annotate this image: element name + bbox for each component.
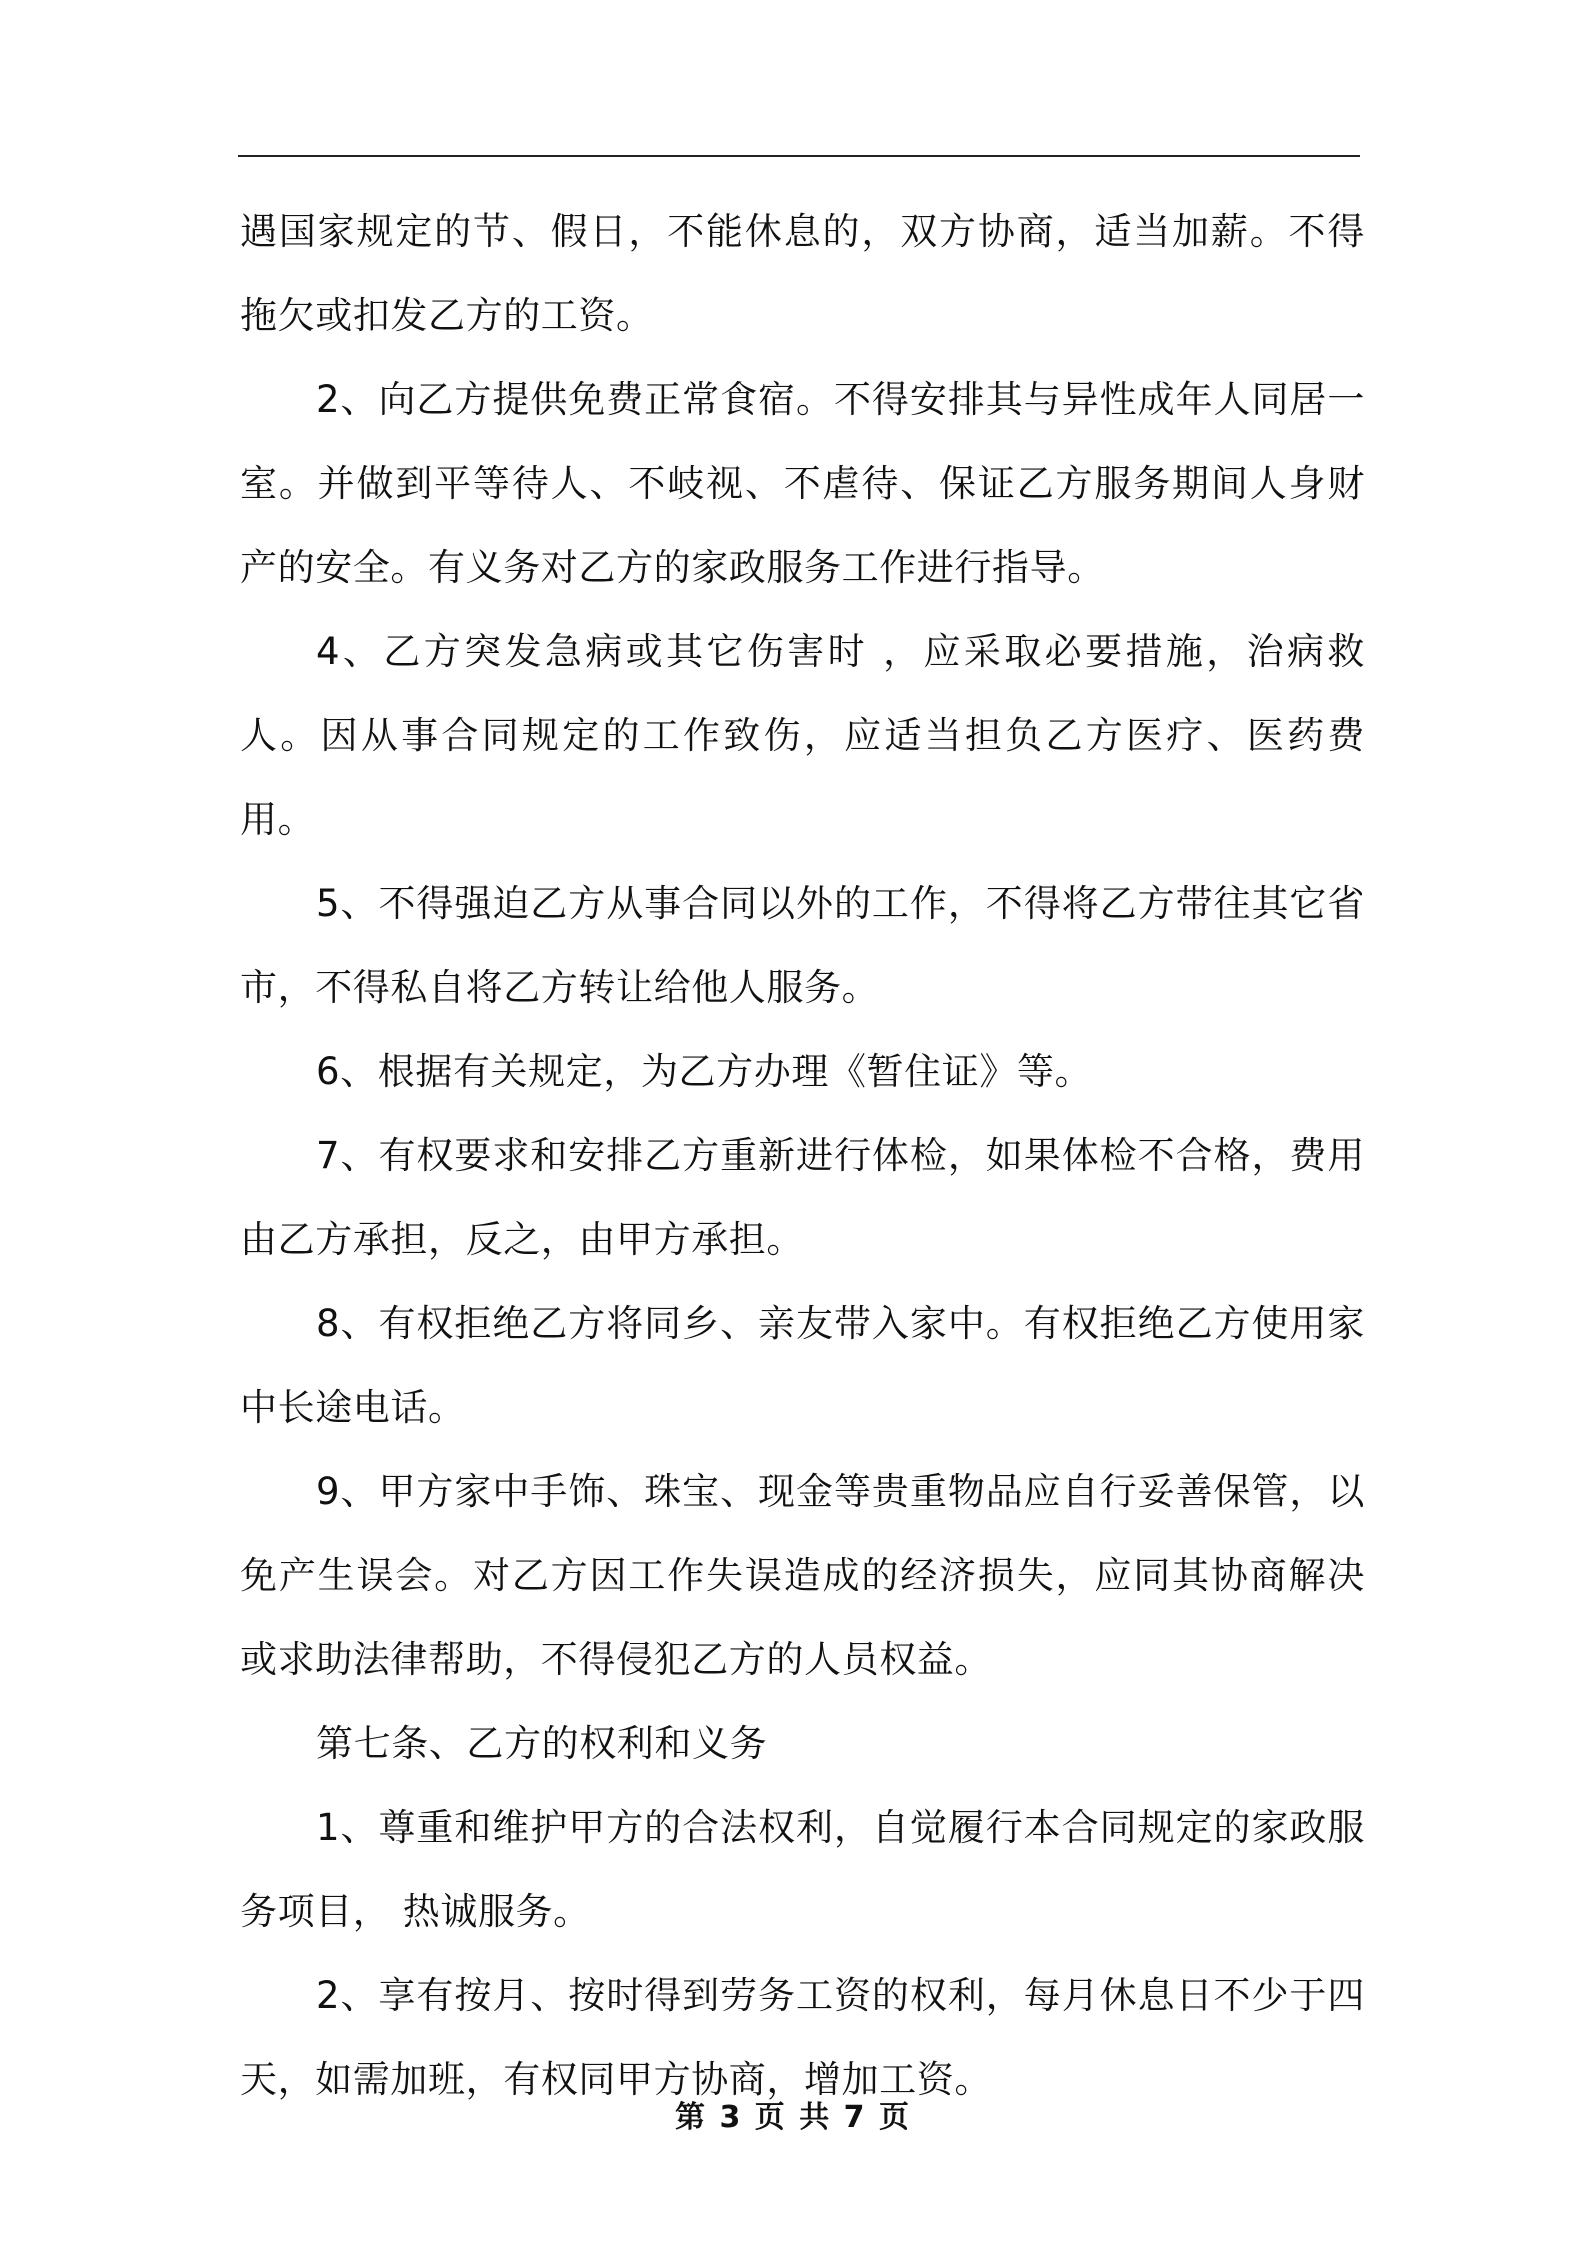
paragraph: 遇国家规定的节、假日，不能休息的，双方协商，适当加薪。不得拖欠或扣发乙方的工资。 xyxy=(240,210,1365,337)
paragraph: 2、向乙方提供免费正常食宿。不得安排其与异性成年人同居一室。并做到平等待人、不岐视、不虐待、保证乙方服务期间人身财产的安全。有义务对乙方的家政服务工作进行指导。 xyxy=(240,378,1365,589)
document-body xyxy=(240,190,1365,2122)
section-heading: 第七条、乙方的权利和义务 xyxy=(316,1722,768,1765)
paragraph: 5、不得强迫乙方从事合同以外的工作，不得将乙方带往其它省市，不得私自将乙方转让给他人服务。 xyxy=(240,882,1365,1009)
paragraph: 8、有权拒绝乙方将同乡、亲友带入家中。有权拒绝乙方使用家中长途电话。 xyxy=(240,1302,1365,1429)
header-divider xyxy=(238,155,1360,157)
paragraph: 1、尊重和维护甲方的合法权利，自觉履行本合同规定的家政服务项目， 热诚服务。 xyxy=(240,1806,1365,1933)
paragraph: 4、乙方突发急病或其它伤害时 ，应采取必要措施，治病救人。因从事合同规定的工作致伤，应适当担负乙方医疗、医药费用。 xyxy=(240,630,1365,841)
paragraph: 2、享有按月、按时得到劳务工资的权利，每月休息日不少于四天，如需加班，有权同甲方协商，增加工资。 xyxy=(240,1974,1365,2101)
page-number: 第 3 页 共 7 页 xyxy=(675,2100,911,2135)
paragraph: 9、甲方家中手饰、珠宝、现金等贵重物品应自行妥善保管，以免产生误会。对乙方因工作失误造成的经济损失，应同其协商解决或求助法律帮助，不得侵犯乙方的人员权益。 xyxy=(240,1470,1365,1681)
paragraph: 6、根据有关规定，为乙方办理《暂住证》等。 xyxy=(316,1050,1093,1093)
paragraph: 7、有权要求和安排乙方重新进行体检，如果体检不合格，费用由乙方承担，反之，由甲方承担。 xyxy=(240,1134,1365,1261)
